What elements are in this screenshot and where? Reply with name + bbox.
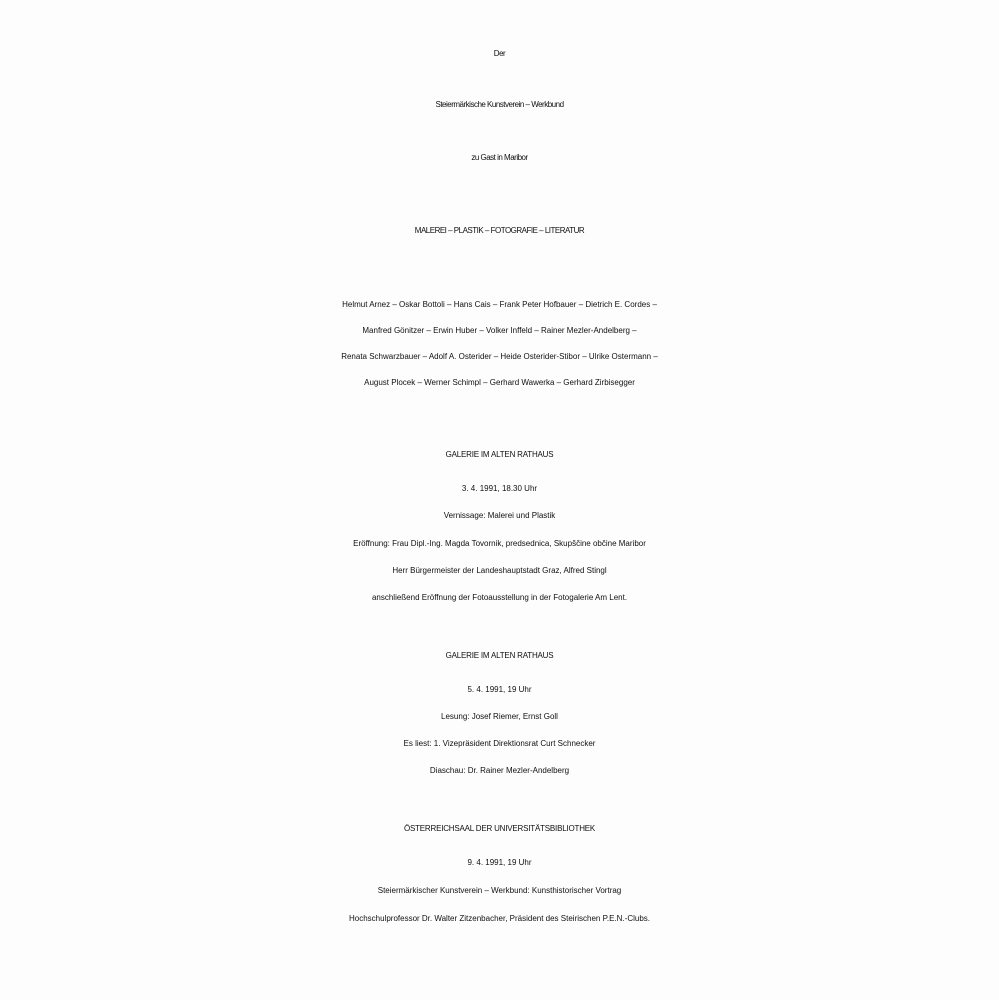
event-3-detail-2: Hochschulprofessor Dr. Walter Zitzenbacher, Präsident des Steirischen P.E.N.-Clubs. [348,914,651,923]
title-line-2: Steiermärkische Kunstverein – Werkbund [435,100,564,109]
event-1-date: 3. 4. 1991, 18.30 Uhr [461,484,538,493]
event-1-detail-4: anschließend Eröffnung der Fotoausstellung in der Fotogalerie Am Lent. [371,593,628,602]
event-2-detail-1: Lesung: Josef Riemer, Ernst Goll [441,712,558,721]
event-1-detail-3: Herr Bürgermeister der Landeshauptstadt Graz, Alfred Stingl [392,566,607,575]
event-2-detail-3: Diaschau: Dr. Rainer Mezler-Andelberg [429,766,570,775]
event-2-detail-2: Es liest: 1. Vizepräsident Direktionsrat Curt Schnecker [403,739,596,748]
event-2-venue: GALERIE IM ALTEN RATHAUS [445,651,554,660]
artists-line-2: Manfred Gönitzer – Erwin Huber – Volker Inffeld – Rainer Mezler-Andelberg – [362,326,637,335]
title-line-3: zu Gast in Maribor [471,153,528,162]
event-3-venue: ÖSTERREICHSAAL DER UNIVERSITÄTSBIBLIOTHEK [403,824,596,833]
artists-line-4: August Plocek – Werner Schimpl – Gerhard Wawerka – Gerhard Zirbisegger [364,378,635,387]
event-3-detail-1: Steiermärkischer Kunstverein – Werkbund: Kunsthistorischer Vortrag [377,886,622,895]
title-line-1: Der [493,49,506,58]
disciplines-heading: MALEREI – PLASTIK – FOTOGRAFIE – LITERATUR [414,226,585,235]
event-2-date: 5. 4. 1991, 19 Uhr [467,685,532,694]
artists-line-1: Helmut Arnez – Oskar Bottoli – Hans Cais – Frank Peter Hofbauer – Dietrich E. Cordes – [342,300,657,309]
event-1-detail-1: Vernissage: Malerei und Plastik [443,511,556,520]
artists-line-3: Renata Schwarzbauer – Adolf A. Osterider – Heide Osterider-Stibor – Ulrike Ostermann – [341,352,658,361]
event-3-date: 9. 4. 1991, 19 Uhr [467,858,532,867]
event-1-detail-2: Eröffnung: Frau Dipl.-Ing. Magda Tovornik, predsednica, Skupščine občine Maribor [353,539,646,548]
event-1-venue: GALERIE IM ALTEN RATHAUS [445,450,554,459]
